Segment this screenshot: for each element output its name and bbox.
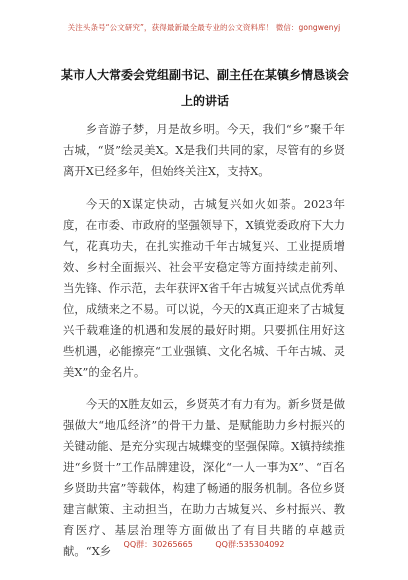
footer [0,539,408,550]
paragraph-2: 今天的X谋定快动，古城复兴如火如荼。2023年度，在市委、市政府的坚强领导下，X镇党委政府下大力气，花真功夫，在扎实推动千年古城复兴、工业提质增效、乡村全面振兴、社会平安稳定等方面持续走前列、当先锋、作示范，去年获评X省千年古城复兴试点优秀单位，成绩来之不易。可以说，今天的X真正迎来了古城复兴千载难逢的机遇和发展的最好时期。只要抓住用好这些机遇，必能擦亮“工业强镇、文化名城、千年古城、灵美X”的金名片。 [63,196,345,379]
header-banner: 关注头条号“公文研究”，获得最新最全最专业的公文资料库！ 微信：gongwenyj [67,23,341,32]
document-body [63,119,345,574]
paragraph-3: 今天的X胜友如云，乡贤英才有力有为。新乡贤是做强做大“地瓜经济”的骨干力量、是赋能助力乡村振兴的关键动能、是充分实现古城蝶变的坚强保障。X镇持续推进“乡贤十”工作品牌建设，深化“一人一事为X”、“百名乡贤助共富”等载体，构建了畅通的服务机制。各位乡贤建言献策、主动担当，在助力古城复兴、乡村振兴、教育医疗、基层治理等方面做出了有目共睹的卓越贡献。“X乡 [63,397,345,558]
paragraph-1: 乡音游子梦，月是故乡明。今天，我们“乡”聚千年古城，“贤”绘灵美X。X是我们共同的家，尽管有的乡贤离开X已经多年，但始终关注X，支持X。 [63,122,345,178]
footer-qq-group-1: QQ群：30265665 [123,540,193,549]
footer-qq-group-2: QQ群:535304092 [215,540,285,549]
document-title: 某市人大常委会党组副书记、副主任在某镇乡情恳谈会上的讲话 [60,68,349,108]
